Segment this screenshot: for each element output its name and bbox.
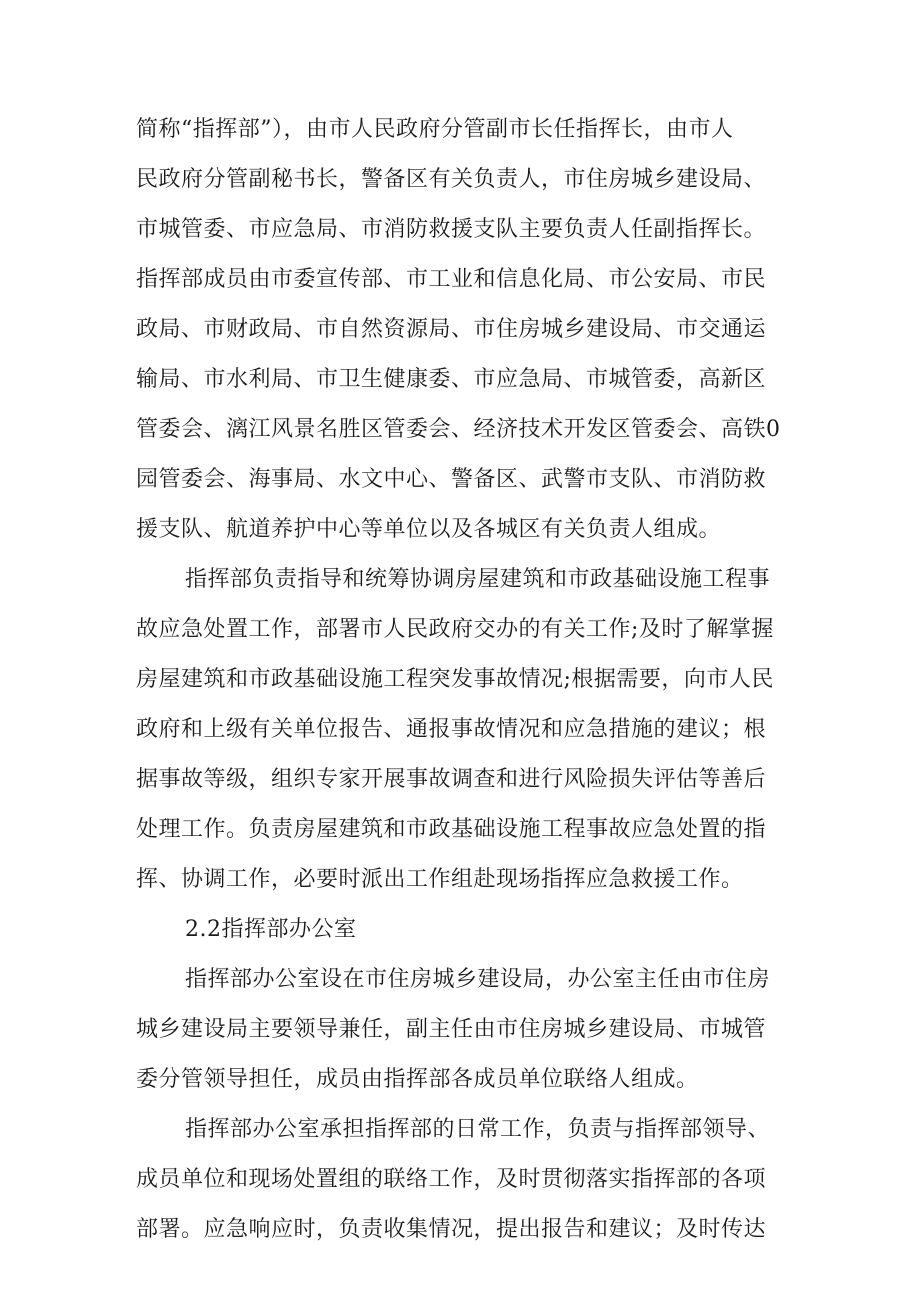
- text-line: 房屋建筑和市政基础设施工程突发事故情况;根据需要，向市人民: [136, 667, 774, 692]
- text-line: 政府和上级有关单位报告、通报事故情况和应急措施的建议；根: [136, 717, 767, 742]
- paragraph-first-line: 指挥部办公室承担指挥部的日常工作，负责与指挥部领导、: [185, 1117, 771, 1142]
- text-line: 市城管委、市应急局、市消防救援支队主要负责人任副指挥长。: [136, 217, 767, 242]
- text-line: 处理工作。负责房屋建筑和市政基础设施工程事故应急处置的指: [136, 817, 767, 842]
- paragraph-first-line: 指挥部办公室设在市住房城乡建设局，办公室主任由市住房: [185, 967, 771, 992]
- text-line: 挥、协调工作，必要时派出工作组赴现场指挥应急救援工作。: [136, 867, 744, 892]
- text-line: 输局、市水利局、市卫生健康委、市应急局、市城管委，高新区: [136, 367, 767, 392]
- text-line: 简称“指挥部”），由市人民政府分管副市长任指挥长，由市人: [136, 117, 734, 142]
- paragraph-first-line: 指挥部负责指导和统筹协调房屋建筑和市政基础设施工程事: [185, 567, 771, 592]
- text-line: 据事故等级，组织专家开展事故调查和进行风险损失评估等善后: [136, 767, 767, 792]
- section-heading: 2.2指挥部办公室: [185, 917, 357, 942]
- text-line: 部署。应急响应时，负责收集情况，提出报告和建议；及时传达: [136, 1217, 767, 1242]
- text-line: 民政府分管副秘书长，警备区有关负责人，市住房城乡建设局、: [136, 167, 767, 192]
- text-line: 城乡建设局主要领导兼任，副主任由市住房城乡建设局、市城管: [136, 1017, 767, 1042]
- text-line: 委分管领导担任，成员由指挥部各成员单位联络人组成。: [136, 1067, 699, 1092]
- text-line: 政局、市财政局、市自然资源局、市住房城乡建设局、市交通运: [136, 317, 767, 342]
- text-line: 故应急处置工作，部署市人民政府交办的有关工作;及时了解掌握: [136, 617, 774, 642]
- text-line: 成员单位和现场处置组的联络工作，及时贯彻落实指挥部的各项: [136, 1167, 767, 1192]
- text-line: 援支队、航道养护中心等单位以及各城区有关负责人组成。: [136, 517, 722, 542]
- text-line: 指挥部成员由市委宣传部、市工业和信息化局、市公安局、市民: [136, 267, 767, 292]
- text-line: 园管委会、海事局、水文中心、警备区、武警市支队、市消防救: [136, 467, 767, 492]
- text-line: 管委会、漓江风景名胜区管委会、经济技术开发区管委会、高铁0: [136, 417, 781, 442]
